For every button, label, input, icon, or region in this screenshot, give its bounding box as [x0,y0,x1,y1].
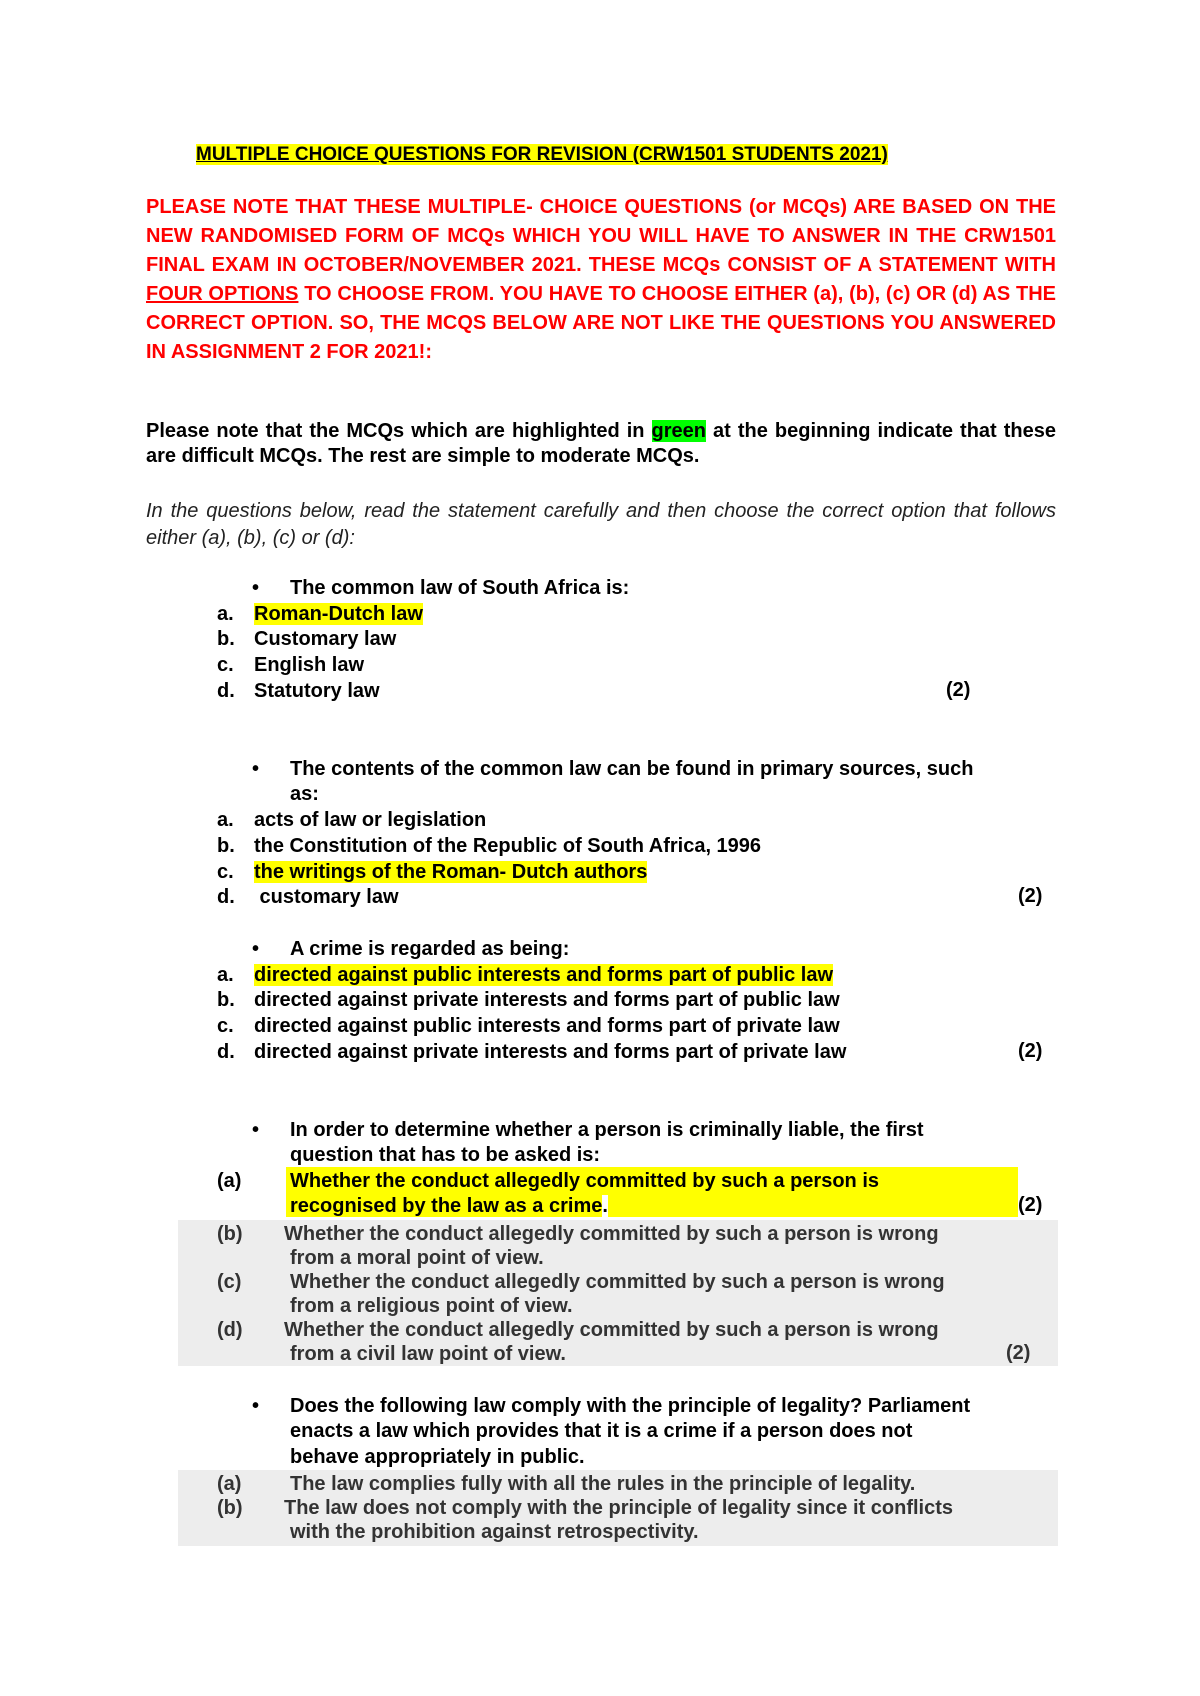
question-stem: A crime is regarded as being: [290,938,570,960]
option-b: directed against private interests and forms part of public law [254,989,840,1011]
option-c-line2: from a religious point of view. [290,1295,573,1317]
marks: (2) [1006,1342,1031,1364]
option-label: a. [217,603,234,625]
option-a-line1: The law complies fully with all the rules in the principle of legality. [290,1473,916,1495]
option-b-line2: with the prohibition against retrospectivity. [290,1521,699,1543]
marks: (2) [1018,1040,1043,1062]
option-label: a. [217,809,234,831]
marks: (2) [1018,1194,1043,1216]
marks: (2) [1018,885,1043,907]
bullet-icon: • [252,1119,260,1141]
option-label: (a) [217,1170,242,1192]
exam-notice: PLEASE NOTE THAT THESE MULTIPLE- CHOICE QUESTIONS (or MCQs) ARE BASED ON THE NEW RANDOMISED FORM OF MCQs WHICH YOU WILL HAVE TO ANSWER IN THE CRW1501 FINAL EXAM IN OCTOBER/NOVEMBER 2021. THESE MCQs CONSIST OF A STATEMENT WITH FOUR OPTIONS TO CHOOSE FROM. YOU HAVE TO CHOOSE EITHER (a), (b), (c) OR (d) AS THE CORRECT OPTION. SO, THE MCQS BELOW ARE NOT LIKE THE QUESTIONS YOU ANSWERED IN ASSIGNMENT 2 FOR 2021!: [146,196,1056,363]
question-stem-line2: enacts a law which provides that it is a crime if a person does not [290,1420,913,1442]
option-b-line2: from a moral point of view. [290,1247,544,1269]
option-label: b. [217,989,235,1011]
question-stem-line1: Does the following law comply with the principle of legality? Parliament [290,1395,971,1417]
question-stem-line1: The contents of the common law can be found in primary sources, such [290,758,974,780]
option-c: the writings of the Roman- Dutch authors [254,861,648,883]
question-stem-line2: question that has to be asked is: [290,1144,601,1166]
option-d-line1: Whether the conduct allegedly committed by such a person is wrong [284,1319,939,1341]
bullet-icon: • [252,938,260,960]
difficulty-note: Please note that the MCQs which are highlighted in green at the beginning indicate that these are difficult MCQs. The rest are simple to moderate MCQs. [146,420,1056,467]
bullet-icon: • [252,758,260,780]
option-b-line1: Whether the conduct allegedly committed by such a person is wrong [284,1223,939,1245]
option-label: (b) [217,1497,243,1519]
option-label: b. [217,835,235,857]
option-a: directed against public interests and forms part of public law [254,964,833,986]
option-label: d. [217,886,235,908]
option-a-line2: recognised by the law as a crime. [290,1195,608,1217]
question-stem: The common law of South Africa is: [290,577,630,599]
option-a: acts of law or legislation [254,809,487,831]
option-d: customary law [254,886,399,908]
option-b: the Constitution of the Republic of South Africa, 1996 [254,835,762,857]
option-label: (a) [217,1473,242,1495]
option-label: b. [217,628,235,650]
option-label: (d) [217,1319,243,1341]
option-label: d. [217,1041,235,1063]
option-a-line1: Whether the conduct allegedly committed by such a person is [290,1170,880,1192]
option-label: (b) [217,1223,243,1245]
option-label: d. [217,680,235,702]
option-label: c. [217,861,234,883]
option-c: English law [254,654,365,676]
option-c-line1: Whether the conduct allegedly committed by such a person is wrong [290,1271,945,1293]
option-label: c. [217,654,234,676]
question-stem-line2: as: [290,783,319,805]
option-b: Customary law [254,628,397,650]
option-b-line1: The law does not comply with the principle of legality since it conflicts [284,1497,953,1519]
question-stem-line1: In order to determine whether a person is criminally liable, the first [290,1119,924,1141]
option-d-line2: from a civil law point of view. [290,1343,566,1365]
question-stem-line3: behave appropriately in public. [290,1446,585,1468]
option-d: Statutory law [254,680,380,702]
option-label: (c) [217,1271,242,1293]
marks: (2) [946,679,971,701]
option-label: c. [217,1015,234,1037]
option-a: Roman-Dutch law [254,603,423,625]
option-d: directed against private interests and forms part of private law [254,1041,847,1063]
green-highlight-word: green [651,420,707,442]
document-title: MULTIPLE CHOICE QUESTIONS FOR REVISION (CRW1501 STUDENTS 2021) [196,144,888,165]
four-options-emphasis: FOUR OPTIONS [146,283,299,305]
option-label: a. [217,964,234,986]
instructions: In the questions below, read the statement carefully and then choose the correct option that follows either (a), (b), (c) or (d): [146,500,1056,549]
option-c: directed against public interests and forms part of private law [254,1015,840,1037]
bullet-icon: • [252,577,260,599]
bullet-icon: • [252,1395,260,1417]
